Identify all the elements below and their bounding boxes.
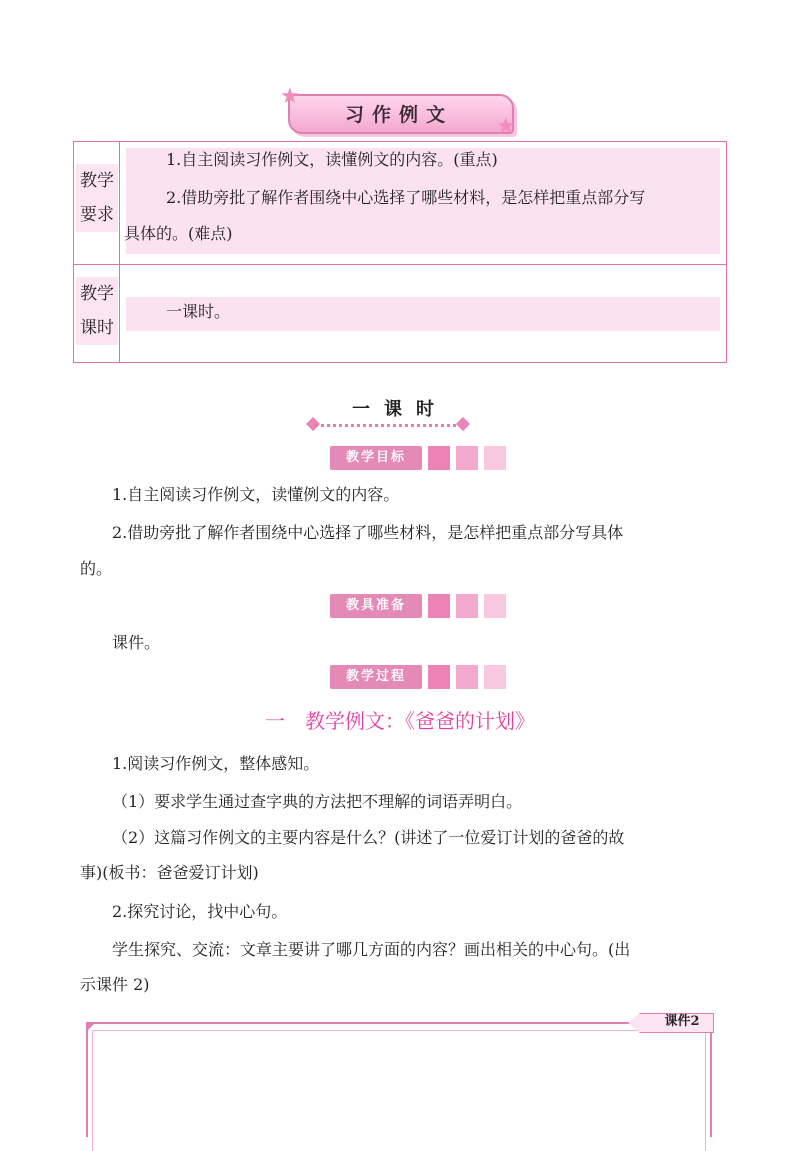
dotted-divider [314, 424, 464, 427]
paragraph: 学生探究、交流：文章主要讲了哪几方面的内容？画出相关的中心句。(出 [112, 940, 631, 959]
paragraph: 示课件 2) [80, 975, 150, 994]
paragraph: （2）这篇习作例文的主要内容是什么？(讲述了一位爱订计划的爸爸的故 [112, 828, 625, 847]
title-banner [280, 84, 516, 139]
label-line: 要求 [80, 205, 114, 225]
tag-square [428, 665, 450, 689]
tag-square [484, 665, 506, 689]
table-row-divider [74, 264, 726, 265]
star-icon: ★ [280, 84, 300, 109]
label-line: 教学 [80, 171, 114, 191]
label-line: 课时 [80, 318, 114, 338]
tag-square [456, 665, 478, 689]
tag-label: 教具准备 [330, 594, 422, 618]
label-line: 教学 [80, 284, 114, 304]
paragraph: 的。 [80, 559, 113, 578]
table-cell-text: 具体的。(难点) [124, 224, 233, 243]
paragraph: （1）要求学生通过查字典的方法把不理解的词语弄明白。 [112, 792, 523, 811]
paragraph: 2.借助旁批了解作者围绕中心选择了哪些材料，是怎样把重点部分写具体 [112, 523, 624, 542]
table-cell-text: 1.自主阅读习作例文，读懂例文的内容。(重点) [166, 150, 498, 169]
table-column-divider [119, 142, 120, 362]
paragraph: 事)(板书：爸爸爱订计划) [80, 863, 259, 882]
tag-square [456, 594, 478, 618]
courseware-inner-border [92, 1030, 706, 1151]
tag-square [484, 446, 506, 470]
paragraph: 课件。 [112, 633, 161, 652]
courseware-label: 课件2 [664, 1014, 700, 1029]
tag-label: 教学目标 [330, 446, 422, 470]
lesson-title: 一课时 [352, 399, 448, 420]
row-label-hours [76, 277, 118, 345]
star-icon: ★ [496, 114, 516, 139]
corner-mark [86, 1022, 96, 1032]
table-cell-text: 一课时。 [166, 302, 231, 321]
tag-square [484, 594, 506, 618]
tag-label: 教学过程 [330, 665, 422, 689]
paragraph: 1.阅读习作例文，整体感知。 [112, 754, 320, 773]
row-label-requirements [76, 164, 118, 232]
tag-square [428, 446, 450, 470]
requirements-table [73, 141, 727, 363]
banner-title: 习作例文 [344, 104, 453, 126]
paragraph: 1.自主阅读习作例文，读懂例文的内容。 [112, 485, 400, 504]
tag-square [456, 446, 478, 470]
table-cell-text: 2.借助旁批了解作者围绕中心选择了哪些材料，是怎样把重点部分写 [166, 188, 646, 207]
courseware-frame [86, 1022, 712, 1137]
tag-square [428, 594, 450, 618]
paragraph: 2.探究讨论，找中心句。 [112, 902, 288, 921]
section-heading: 一 教学例文：《爸爸的计划》 [265, 709, 535, 733]
